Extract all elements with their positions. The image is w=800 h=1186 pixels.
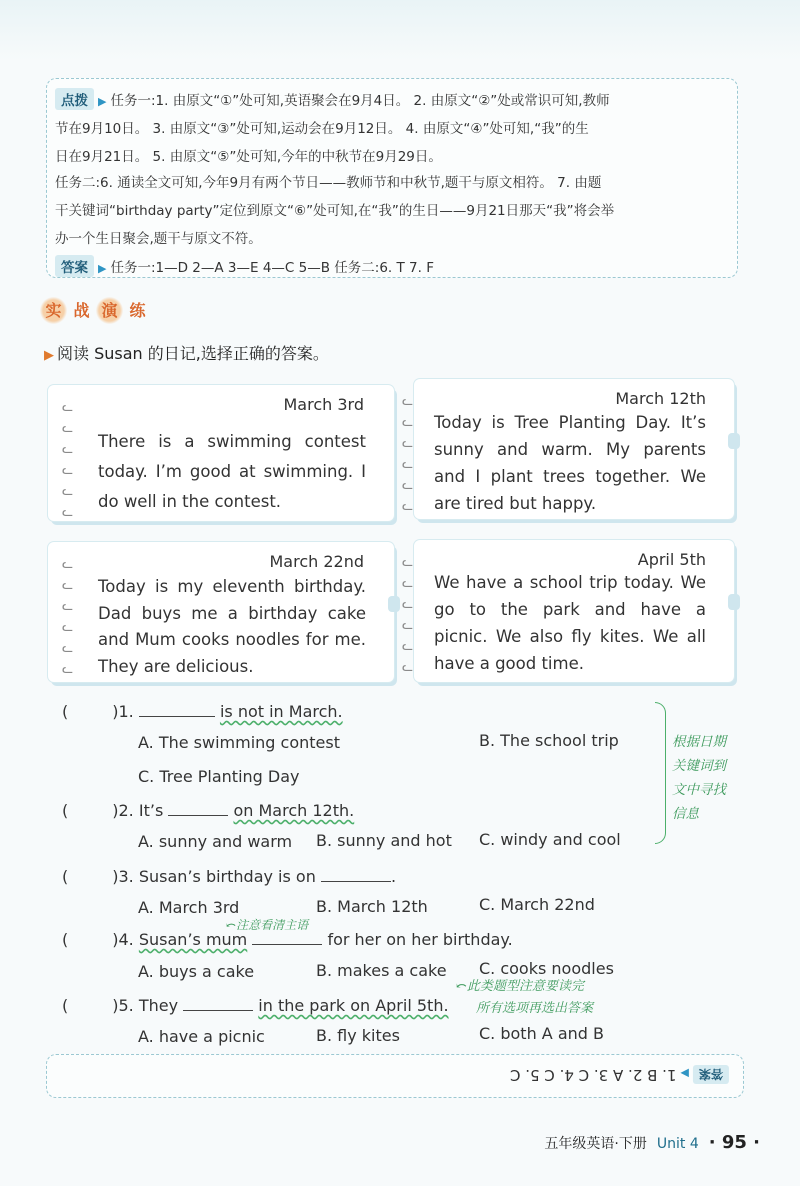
tip-label: 点拨 (55, 88, 94, 110)
diary-date: March 12th (615, 389, 706, 408)
answer-blank[interactable] (168, 815, 228, 816)
diary-text: We have a school trip today. We go to the park and have a picnic. We also fly kites. We all have a good time. (434, 573, 706, 673)
spiral-rings-icon: ᓚ ᓚ ᓚ ᓚ ᓚ ᓚ (62, 557, 74, 677)
diary-text: Today is my eleventh birthday. Dad buys me a birthday cake and Mum cooks noodles for me. They are delicious. (98, 577, 366, 676)
triangle-icon: ▶ (44, 348, 54, 363)
section-title-char: 演 (96, 297, 123, 324)
answer-label: 答案 (55, 255, 94, 277)
spiral-rings-icon: ᓚ ᓚ ᓚ ᓚ ᓚ ᓚ (402, 555, 414, 675)
tip-answer-text: 任务一:1—D 2—A 3—E 4—C 5—B 任务二:6. T 7. F (110, 260, 434, 276)
option-1b[interactable]: B. The school trip (479, 731, 619, 750)
option-2c[interactable]: C. windy and cool (479, 830, 621, 849)
option-2b[interactable]: B. sunny and hot (316, 831, 452, 850)
tip-line-5: 干关键词“birthday party”定位到原文“⑥”处可知,在“我”的生日——9月21日那天“我”将会举 (55, 203, 615, 219)
triangle-icon: ▶ (680, 1067, 689, 1080)
diary-card-april-5th (402, 540, 734, 682)
spiral-rings-icon: ᓚ ᓚ ᓚ ᓚ ᓚ ᓚ (402, 394, 414, 514)
tip-box (46, 78, 738, 278)
card-tab (388, 596, 400, 612)
triangle-icon: ▶ (98, 262, 107, 275)
diary-card-march-3rd (48, 385, 394, 521)
section-title (40, 297, 152, 327)
page-number: · 95 · (708, 1132, 760, 1153)
answer-blank[interactable] (139, 716, 215, 717)
answer-blank[interactable] (183, 1010, 253, 1011)
diary-date: March 22nd (269, 552, 364, 571)
triangle-icon: ▶ (98, 95, 107, 108)
answer-label: 答案 (693, 1065, 729, 1084)
page-footer (544, 1132, 760, 1153)
q4-note: ⤺注意看清主语 (226, 918, 309, 932)
tip-line-2: 节在9月10日。 3. 由原文“③”处可知,运动会在9月12日。 4. 由原文“④”处可知,“我”的生 (55, 121, 589, 137)
answer-bar (46, 1054, 744, 1098)
tip-text: 任务一:1. 由原文“①”处可知,英语聚会在9月4日。 2. 由原文“②”处或常识可知,教师 (110, 93, 610, 109)
section-title-char: 练 (129, 301, 146, 320)
option-1a[interactable]: A. The swimming contest (138, 733, 340, 752)
unit-label: Unit 4 (656, 1136, 699, 1152)
question-2: ( )2. It’s on March 12th. (62, 801, 355, 820)
option-3c[interactable]: C. March 22nd (479, 895, 595, 914)
top-band (0, 0, 800, 60)
option-5a[interactable]: A. have a picnic (138, 1027, 265, 1046)
tip-line-4: 任务二:6. 通读全文可知,今年9月有两个节日——教师节和中秋节,题干与原文相符。 7. 由题 (55, 175, 602, 191)
option-4c[interactable]: C. cooks noodles (479, 959, 614, 978)
option-3a[interactable]: A. March 3rd (138, 898, 240, 917)
diary-text: Today is Tree Planting Day. It’s sunny and warm. My parents and I plant trees together. We are tired but happy. (434, 413, 706, 513)
q5-note: ⤺此类题型注意要读完 所有选项再选出答案 (456, 979, 594, 1016)
card-tab (728, 433, 740, 449)
diary-text: There is a swimming contest today. I’m good at swimming. I do well in the contest. (98, 432, 366, 511)
diary-card-march-22nd (48, 542, 394, 682)
answer-blank[interactable] (321, 881, 391, 882)
option-4a[interactable]: A. buys a cake (138, 962, 255, 981)
section-title-char: 战 (73, 301, 90, 320)
diary-card-march-12th (402, 379, 734, 519)
answer-blank[interactable] (252, 944, 322, 945)
section-title-char: 实 (40, 297, 67, 324)
card-tab (728, 594, 740, 610)
instruction (44, 341, 329, 364)
answer-text: 1. B 2. A 3. C 4. C 5. C (510, 1066, 677, 1084)
tip-line-1 (55, 88, 610, 110)
option-1c[interactable]: C. Tree Planting Day (138, 767, 300, 786)
option-3b[interactable]: B. March 12th (316, 897, 428, 916)
book-title: 五年级英语·下册 (544, 1136, 647, 1152)
question-1: ( )1. is not in March. (62, 702, 343, 721)
question-4: ( )4. Susan’s mum for her on her birthday. (62, 930, 513, 949)
instruction-text: 阅读 Susan 的日记,选择正确的答案。 (57, 344, 329, 363)
tip-answer-line (55, 255, 434, 277)
diary-date: March 3rd (283, 395, 364, 414)
option-2a[interactable]: A. sunny and warm (138, 832, 293, 851)
tip-line-3: 日在9月21日。 5. 由原文“⑤”处可知,今年的中秋节在9月29日。 (55, 149, 442, 165)
question-5: ( )5. They in the park on April 5th. (62, 996, 449, 1015)
side-note: 根据日期 关键词到 文中寻找 信息 (672, 734, 726, 822)
tip-line-6: 办一个生日聚会,题干与原文不符。 (55, 231, 262, 247)
diary-date: April 5th (637, 550, 706, 569)
option-5b[interactable]: B. fly kites (316, 1026, 400, 1045)
option-5c[interactable]: C. both A and B (479, 1024, 604, 1043)
question-3: ( )3. Susan’s birthday is on . (62, 867, 397, 886)
option-4b[interactable]: B. makes a cake (316, 961, 447, 980)
answer-bar-content (510, 1065, 729, 1084)
spiral-rings-icon: ᓚ ᓚ ᓚ ᓚ ᓚ ᓚ (62, 400, 74, 520)
note-bracket (655, 702, 666, 844)
